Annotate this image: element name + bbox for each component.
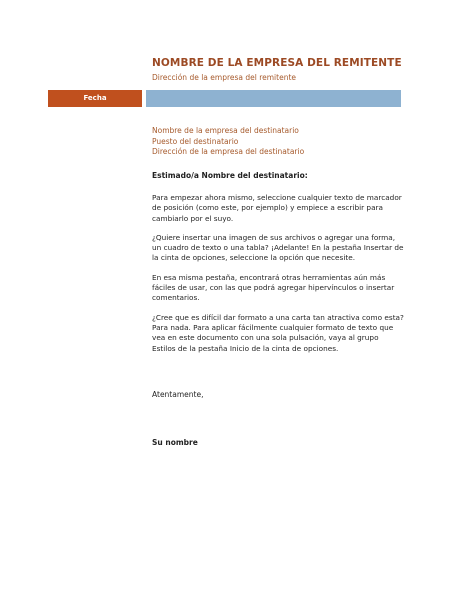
- accent-bar: [146, 90, 401, 107]
- date-field[interactable]: Fecha: [83, 94, 107, 102]
- signature-name[interactable]: Su nombre: [152, 438, 198, 447]
- date-bar: [48, 90, 142, 107]
- body-paragraph[interactable]: ¿Cree que es difícil dar formato a una carta tan atractiva como esta? Para nada. Para aplicar fácilmente cualquier formato de texto que vea en este documento con una sola pulsación, vaya al grupo Estilos de la pestaña Inicio de la cinta de opciones.: [152, 312, 404, 353]
- letter-body: [152, 193, 404, 363]
- recipient-block: [152, 126, 412, 158]
- body-paragraph[interactable]: En esa misma pestaña, encontrará otras herramientas aún más fáciles de usar, con las que podrá agregar hipervínculos o insertar comentarios.: [152, 272, 395, 303]
- recipient-company-name[interactable]: Nombre de la empresa del destinatario: [152, 126, 299, 135]
- salutation[interactable]: Estimado/a Nombre del destinatario:: [152, 171, 308, 180]
- sender-company-address[interactable]: Dirección de la empresa del remitente: [152, 73, 297, 82]
- recipient-position[interactable]: Puesto del destinatario: [152, 136, 239, 146]
- closing[interactable]: Atentamente,: [152, 390, 204, 399]
- body-paragraph[interactable]: ¿Quiere insertar una imagen de sus archivos o agregar una forma, un cuadro de texto o una tabla? ¡Adelante! En la pestaña Insertar de la cinta de opciones, seleccione la opción que necesite.: [152, 232, 404, 263]
- sender-company-name[interactable]: NOMBRE DE LA EMPRESA DEL REMITENTE: [152, 57, 402, 69]
- sender-block: [152, 57, 442, 82]
- body-paragraph[interactable]: Para empezar ahora mismo, seleccione cualquier texto de marcador de posición (como este, por ejemplo) y empiece a escribir para cambiarlo por el suyo.: [152, 193, 402, 223]
- recipient-company-address[interactable]: Dirección de la empresa del destinatario: [152, 147, 305, 156]
